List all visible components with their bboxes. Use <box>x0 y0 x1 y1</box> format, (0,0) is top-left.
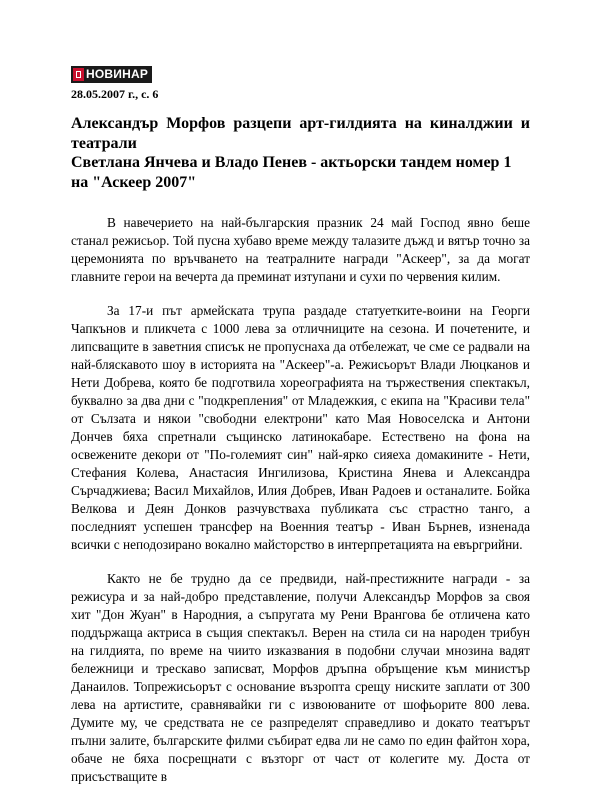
novinar-logo <box>71 66 152 83</box>
newspaper-logo-icon <box>73 68 84 81</box>
publication-date: 28.05.2007 г., с. 6 <box>71 87 159 101</box>
paragraph: В навечерието на най-българския празник 24 май Господ явно беше станал режисьор. Той пусна хубаво време между талазите дъжд и вятър точно за церемонията по връчването на театралните награди "Аскеер", за да могат главните герои на вечерта да преминат изтупани и сухи по червения килим. <box>71 215 530 284</box>
paragraph: За 17-и път армейската трупа раздаде статуетките-воини на Георги Чапкънов и пликчета с 1000 лева за отличниците на сезона. И почетените, и липсващите в заветния списък не пропуснаха да отбележат, че сме се радвали на най-бляскавото шоу в историята на "Аскеер"-а. Режисьорът Влади Люцканов и Нети Добрева, която бе подготвила хореографията на тържествения спектакъл, буквално за два дни с "подкрепления" от Младежкия, с екипа на "Красиви тела" от Сълзата и някои "свободни електрони" като Мая Новоселска и Антони Дончев бяха спретнали същинско латинокабаре. Естествено на фона на освежените декори от "По-големият син" най-ярко сияеха домакините - Нети, Стефания Колева, Анастасия Ингилизова, Кристина Янева и Александра Сърчаджиева; Васил Михайлов, Илия Добрев, Иван Радоев и останалите. Бойка Велкова и Деян Донков разчувстваха публиката със страстно танго, а последният успешен трансфер на Военния театър - Иван Бърнев, изненада всички с неподозирано вокално майсторство в интерпретацията на евъргрийни. <box>71 303 530 552</box>
clipping-page <box>71 66 530 802</box>
logo-text: НОВИНАР <box>86 67 149 81</box>
article-body <box>71 214 530 786</box>
article-subtitle: Светлана Янчева и Владо Пенев - актьорски тандем номер 1 на "Аскеер 2007" <box>71 154 512 191</box>
article-title: Александър Морфов разцепи арт-гилдията на киналджии и театрали <box>71 115 530 152</box>
paragraph: Както не бе трудно да се предвиди, най-престижните награди - за режисура и за най-добро представление, получи Александър Морфов за своя хит "Дон Жуан" в Народния, а съпругата му Рени Врангова бе отличена като поддържаща актриса в същия спектакъл. Верен на стила си на народен трибун на гилдията, по време на чиито изказвания в подобни случаи мнозина вадят бележници и трескаво записват, Морфов дръпна обръщение към министър Данаилов. Топрежисьорът с основание възропта срещу ниските заплати от 300 лева на артистите, сравнявайки ги с извоюваните от шофьорите 800 лева. Думите му, че средствата не се разпределят справедливо и докато театърът пълни залите, българските филми събират едва ли не само по един файтон хора, обаче не бяха посрещнати с възторг от част от колегите му. Доста от присъстващите в <box>71 571 530 784</box>
